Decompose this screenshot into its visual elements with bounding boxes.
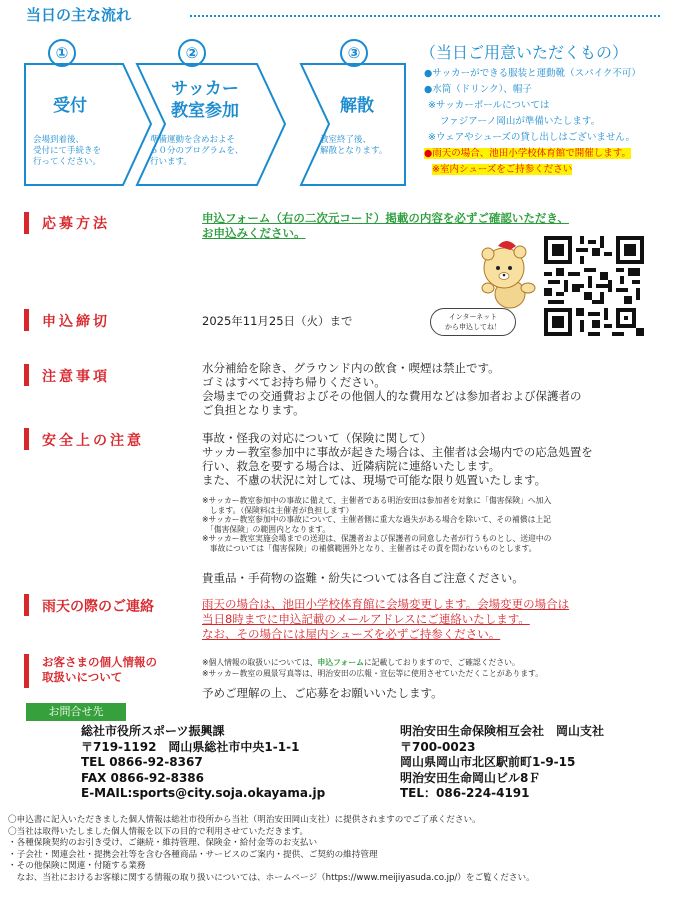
apply-label: 応募方法: [42, 216, 110, 232]
step-2-number: ②: [178, 39, 206, 67]
safety-line: 事故・怪我の対応について（保険に関して）: [202, 431, 432, 445]
safety-text: [202, 431, 672, 487]
notes-label: 注意事項: [42, 369, 110, 385]
safety-small-line: します。（保険料は主催者が負担します）: [202, 505, 354, 515]
step-2-title-line: 教室参加: [171, 101, 239, 121]
safety-section-bar: [24, 428, 29, 450]
privacy-line-1: [202, 657, 672, 668]
privacy-line-1-post: に記載しておりますので、ご確認ください。: [363, 658, 520, 667]
safety-line: 行い、救急を要する場合は、近隣病院に連絡いたします。: [202, 459, 501, 473]
apply-section-bar: [24, 212, 29, 234]
step-1-description: [33, 135, 101, 168]
safety-small-notes: [202, 496, 672, 553]
prep-item: ※ウェアやシューズの貸し出しはございません。: [428, 132, 635, 143]
notes-line: ご負担となります。: [202, 403, 305, 417]
rain-line: なお、その場合には屋内シューズを必ずご持参ください。: [202, 627, 501, 641]
privacy-label-line: 取扱いについて: [42, 670, 123, 684]
contact-left-line: 〒719-1192 岡山県総社市中央1-1-1: [81, 739, 300, 754]
footer-line: ・各種保険契約のお引き受け、ご継続・維持管理、保険金・給付金等のお支払い: [8, 838, 318, 848]
step-3-title: 解散: [340, 96, 374, 116]
contact-left-line: TEL 0866-92-8367: [81, 755, 203, 769]
step-1-desc-line: 受付にて手続きを: [33, 146, 102, 156]
privacy-closing: 予めご理解の上、ご応募をお願いいたします。: [202, 686, 443, 700]
safety-label: 安全上の注意: [42, 433, 144, 449]
footer-privacy-notice: [8, 815, 680, 884]
contact-badge: お問合せ先: [26, 703, 126, 721]
step-3-description: [320, 135, 387, 157]
rain-text: [202, 597, 672, 642]
bubble-line: インターネット: [448, 313, 498, 321]
safety-small-line: ※サッカー教室参加中の事故に備えて、主催者である明治安田は参加者を対象に「傷害保険」へ加入: [202, 496, 552, 505]
safety-small-line: ※サッカー教室参加中の事故について、主催者側に重大な過失がある場合を除いて、その補償は上記: [202, 515, 551, 524]
deadline-text: 2025年11月25日（火）まで: [202, 314, 353, 328]
step-2-title: [150, 78, 260, 122]
footer-line[interactable]: なお、当社におけるお客様に関する情報の取り扱いについては、ホームページ（https://www.meijiyasuda.co.jp/）をご覧ください。: [8, 872, 535, 883]
contact-left: [81, 724, 325, 802]
rain-line: 雨天の場合は、池田小学校体育館に会場変更します。会場変更の場合は: [202, 597, 570, 611]
deadline-label: 申込締切: [42, 314, 110, 330]
prep-indoor-note: ※室内シューズをご持参ください: [432, 164, 573, 175]
rain-label: 雨天の際のご連絡: [42, 599, 154, 615]
safety-small-line: 事故については「傷害保険」の補償範囲外となり、主催者はその責を問わないものとします。: [202, 543, 537, 553]
contact-right-line: TEL：086-224-4191: [400, 786, 530, 800]
prep-list: [424, 66, 680, 178]
step-2-desc-line: 準備運動を含めおよそ: [150, 135, 236, 145]
notes-section-bar: [24, 364, 29, 386]
step-1-desc-line: 会場到着後、: [33, 135, 85, 145]
notes-line: ゴミはすべてお持ち帰りください。: [202, 375, 386, 389]
safety-line: また、不慮の状況に対しては、現場で可能な限り処置いたします。: [202, 473, 547, 487]
contact-right-line: 岡山県岡山市北区駅前町1-9-15: [400, 755, 576, 769]
mascot-illustration: [470, 238, 550, 314]
step-2-desc-line: ６０分のプログラムを、: [150, 146, 244, 156]
contact-right-line: 〒700-0023: [400, 739, 476, 754]
rain-line: 当日8時までに申込記載のメールアドレスにご連絡いたします。: [202, 612, 530, 626]
prep-title: （当日ご用意いただくもの）: [420, 43, 629, 62]
step-1-title: 受付: [53, 96, 87, 116]
deadline-section-bar: [24, 309, 29, 331]
qr-code-icon[interactable]: [544, 236, 644, 336]
contact-left-line: 総社市役所スポーツ振興課: [81, 724, 225, 738]
privacy-label-line: お客さまの個人情報の: [42, 655, 157, 669]
contact-right: [400, 724, 604, 802]
notes-text: [202, 361, 672, 417]
safety-small-line: 「傷害保険」の範囲内となります。: [202, 524, 331, 534]
speech-bubble: [430, 308, 516, 336]
footer-line: 〇申込書に記入いただきました個人情報は総社市役所から当社（明治安田岡山支社）に提供されますのでご了承ください。: [8, 815, 481, 825]
step-2-description: [150, 135, 243, 168]
notes-line: 会場までの交通費およびその他個人的な費用などは参加者および保護者の: [202, 389, 582, 403]
footer-line: ・子会社・関連会社・提携会社等を含む各種商品・サービスのご案内・提供、ご契約の維持管理: [8, 849, 378, 860]
step-3-desc-line: 教室終了後、: [320, 135, 372, 145]
bubble-line: から申込してね！: [445, 323, 501, 331]
footer-line: ・その他保険に関連・付随する業務: [8, 861, 146, 871]
footer-line: 〇当社は取得いたしました個人情報を以下の目的で利用させていただきます。: [8, 826, 309, 837]
safety-line: サッカー教室参加中に事故が起きた場合は、主催者は会場内での応急処置を: [202, 445, 593, 459]
rain-section-bar: [24, 594, 29, 616]
prep-item: ●水筒（ドリンク）、帽子: [424, 84, 532, 95]
flow-title-divider: [190, 15, 660, 17]
contact-left-line: FAX 0866-92-8386: [81, 770, 204, 785]
contact-email[interactable]: E-MAIL:sports@city.soja.okayama.jp: [81, 786, 326, 800]
privacy-section-bar: [24, 654, 29, 688]
privacy-form-link[interactable]: 申込フォーム: [317, 658, 364, 667]
prep-rain-note: ●雨天の場合、池田小学校体育館で開催します。: [424, 148, 632, 159]
step-1-desc-line: 行ってください。: [33, 157, 102, 167]
step-3-arrow: [301, 64, 405, 185]
step-3-desc-line: 解散となります。: [320, 146, 388, 156]
step-1-number: ①: [48, 39, 76, 67]
privacy-label: [42, 655, 157, 685]
flow-title: 当日の主な流れ: [26, 6, 132, 24]
notes-line: 水分補給を除き、グラウンド内の飲食・喫煙は禁止です。: [202, 361, 500, 375]
prep-item: ●サッカーができる服装と運動靴（スパイク不可）: [424, 68, 641, 79]
privacy-text: [202, 657, 672, 679]
apply-link-line[interactable]: 申込フォーム（右の二次元コード）掲載の内容を必ずご確認いただき、: [202, 211, 569, 225]
step-2-title-line: サッカー: [171, 79, 239, 99]
privacy-line-1-pre: ※個人情報の取扱いについては、: [202, 658, 318, 667]
prep-item: ※サッカーボールについては: [428, 100, 550, 111]
contact-right-line: 明治安田生命保険相互会社 岡山支社: [400, 724, 605, 738]
contact-right-line: 明治安田生命岡山ビル8Ｆ: [400, 770, 541, 785]
safety-theft-note: 貴重品・手荷物の盗難・紛失については各自ご注意ください。: [202, 571, 524, 585]
apply-link-line[interactable]: お申込みください。: [202, 226, 306, 240]
prep-item: ファジアーノ岡山が準備いたします。: [440, 116, 601, 127]
step-2-desc-line: 行います。: [150, 157, 192, 167]
safety-small-line: ※サッカー教室実施会場までの送迎は、保護者および保護者の同意した者が行うものとし、送迎中の: [202, 534, 552, 543]
step-3-number: ③: [340, 39, 368, 67]
privacy-line-2: ※サッカー教室の風景写真等は、明治安田の広報・宣伝等に使用させていただくことがあります。: [202, 669, 544, 678]
